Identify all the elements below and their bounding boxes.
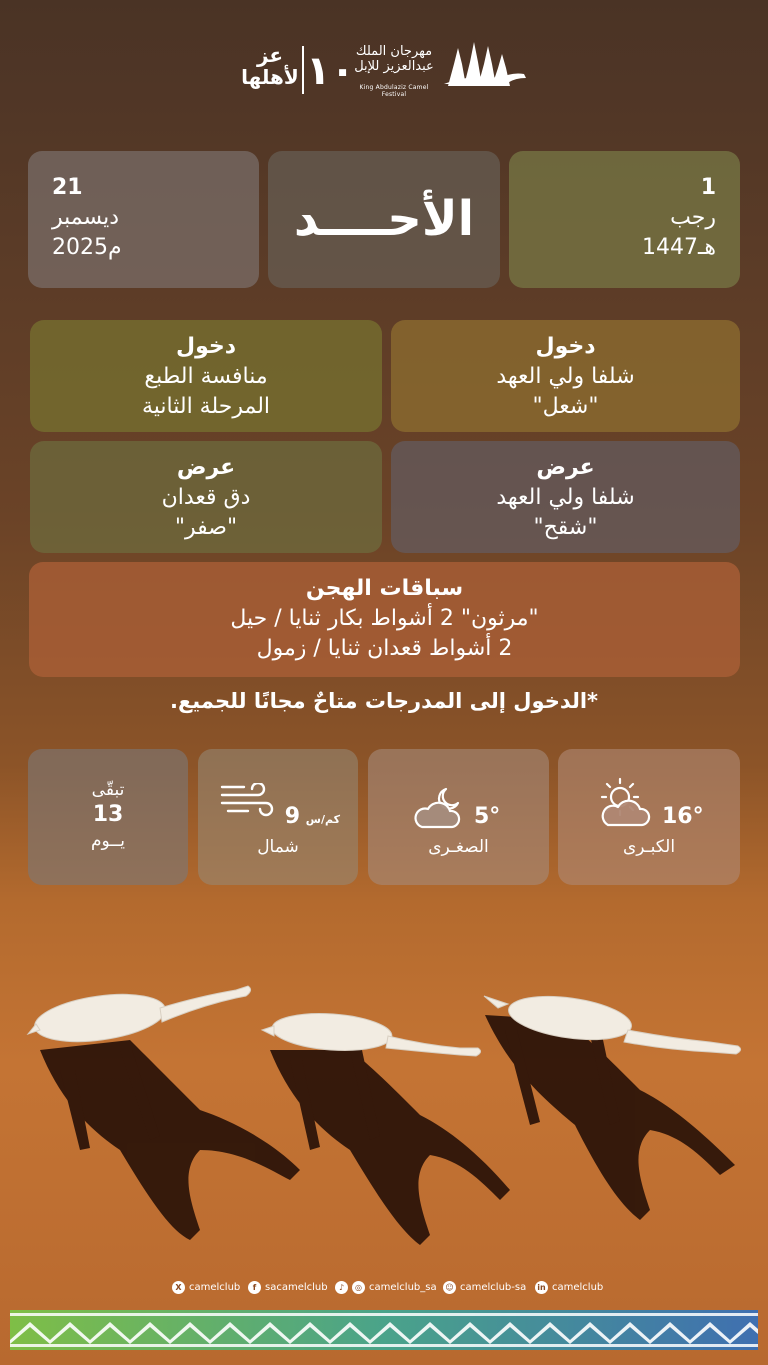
- free-entry-note: *الدخول إلى المدرجات متاحٌ مجانًا للجميع.: [169, 689, 599, 713]
- facebook-icon: f: [248, 1281, 261, 1294]
- event-type: عرض: [176, 455, 236, 480]
- hijri-year: 1447هـ: [641, 235, 716, 260]
- event-title: شلفا ولي العهد: [496, 364, 635, 389]
- remaining-value: 13: [92, 802, 124, 827]
- gregorian-month: ديسمبر: [52, 205, 120, 230]
- event-card-shalfa-shaqah: [391, 441, 740, 553]
- social-linkedin[interactable]: [535, 1280, 603, 1296]
- gregorian-date-card: [28, 151, 259, 288]
- races-line-2: 2 أشواط قعدان ثنايا / زمول: [256, 636, 513, 661]
- hijri-month: رجب: [670, 205, 716, 230]
- min-temp-value: 5°: [474, 804, 501, 829]
- remaining-label: تبقّى: [91, 780, 125, 800]
- races-title: سباقات الهجن: [305, 576, 464, 601]
- max-temp-label: الكبـرى: [622, 837, 676, 857]
- event-type: دخول: [175, 334, 237, 359]
- tiktok-icon: ♪: [335, 1281, 348, 1294]
- social-tiktok-instagram[interactable]: [335, 1280, 437, 1296]
- event-title: دق قعدان: [161, 485, 251, 510]
- social-handle: camelclub_sa: [369, 1282, 437, 1293]
- slogan-logo: عز لأهلها: [241, 43, 299, 89]
- gregorian-year: 2025م: [52, 235, 122, 260]
- wind-unit: كم/س: [305, 813, 340, 826]
- event-subtitle: "شعل": [532, 394, 599, 419]
- wind-card: [198, 749, 358, 885]
- social-handle: sacamelclub: [265, 1282, 328, 1293]
- camel-races-card: [29, 562, 740, 677]
- camels-aerial-illustration: [0, 900, 768, 1280]
- max-temp-card: [558, 749, 740, 885]
- social-handle: camelclub: [552, 1282, 604, 1293]
- hijri-day: 1: [700, 175, 716, 200]
- camel-riders-logo-icon: [440, 34, 530, 94]
- event-card-daq-qaadan: [30, 441, 382, 553]
- social-snapchat[interactable]: [443, 1280, 526, 1296]
- event-subtitle: "صفر": [174, 515, 238, 540]
- festival-name-ar: مهرجان الملك عبدالعزيز للإبل: [354, 44, 434, 74]
- event-card-shalfa-shaal: [391, 320, 740, 432]
- social-handle: camelclub: [189, 1282, 241, 1293]
- hijri-date-card: [509, 151, 740, 288]
- weekday-card: [268, 151, 500, 288]
- countdown-card: [28, 749, 188, 885]
- linkedin-icon: in: [535, 1281, 548, 1294]
- event-card-tab3-competition: [30, 320, 382, 432]
- remaining-unit: يــوم: [91, 831, 125, 851]
- event-title: منافسة الطبع: [144, 364, 268, 389]
- instagram-icon: ◎: [352, 1281, 365, 1294]
- moon-cloud-icon: [412, 785, 466, 831]
- social-x[interactable]: [172, 1280, 240, 1296]
- event-subtitle: المرحلة الثانية: [141, 394, 271, 419]
- races-line-1: "مرثون" 2 أشواط بكار ثنايا / حيل: [230, 606, 539, 631]
- sadu-pattern-strip: [10, 1310, 758, 1350]
- edition-number: ١٠: [306, 48, 355, 94]
- min-temp-card: [368, 749, 549, 885]
- event-title: شلفا ولي العهد: [496, 485, 635, 510]
- logo-divider: [302, 46, 304, 94]
- social-facebook[interactable]: [248, 1280, 328, 1296]
- event-type: عرض: [536, 455, 595, 480]
- social-links-bar: [0, 1280, 768, 1300]
- wind-direction: شمال: [257, 837, 299, 857]
- min-temp-label: الصغـرى: [428, 837, 489, 857]
- social-handle: camelclub-sa: [460, 1282, 527, 1293]
- weekday-name: الأحــــد: [293, 191, 475, 247]
- gregorian-day: 21: [52, 175, 83, 200]
- wind-icon: [218, 783, 276, 823]
- festival-name-en: King Abdulaziz Camel Festival: [359, 84, 429, 98]
- wind-value: 9: [284, 804, 301, 829]
- sun-cloud-icon: [594, 775, 654, 829]
- event-subtitle: "شقح": [533, 515, 598, 540]
- max-temp-value: 16°: [662, 804, 704, 829]
- x-icon: X: [172, 1281, 185, 1294]
- event-type: دخول: [535, 334, 596, 359]
- snapchat-icon: ☺: [443, 1281, 456, 1294]
